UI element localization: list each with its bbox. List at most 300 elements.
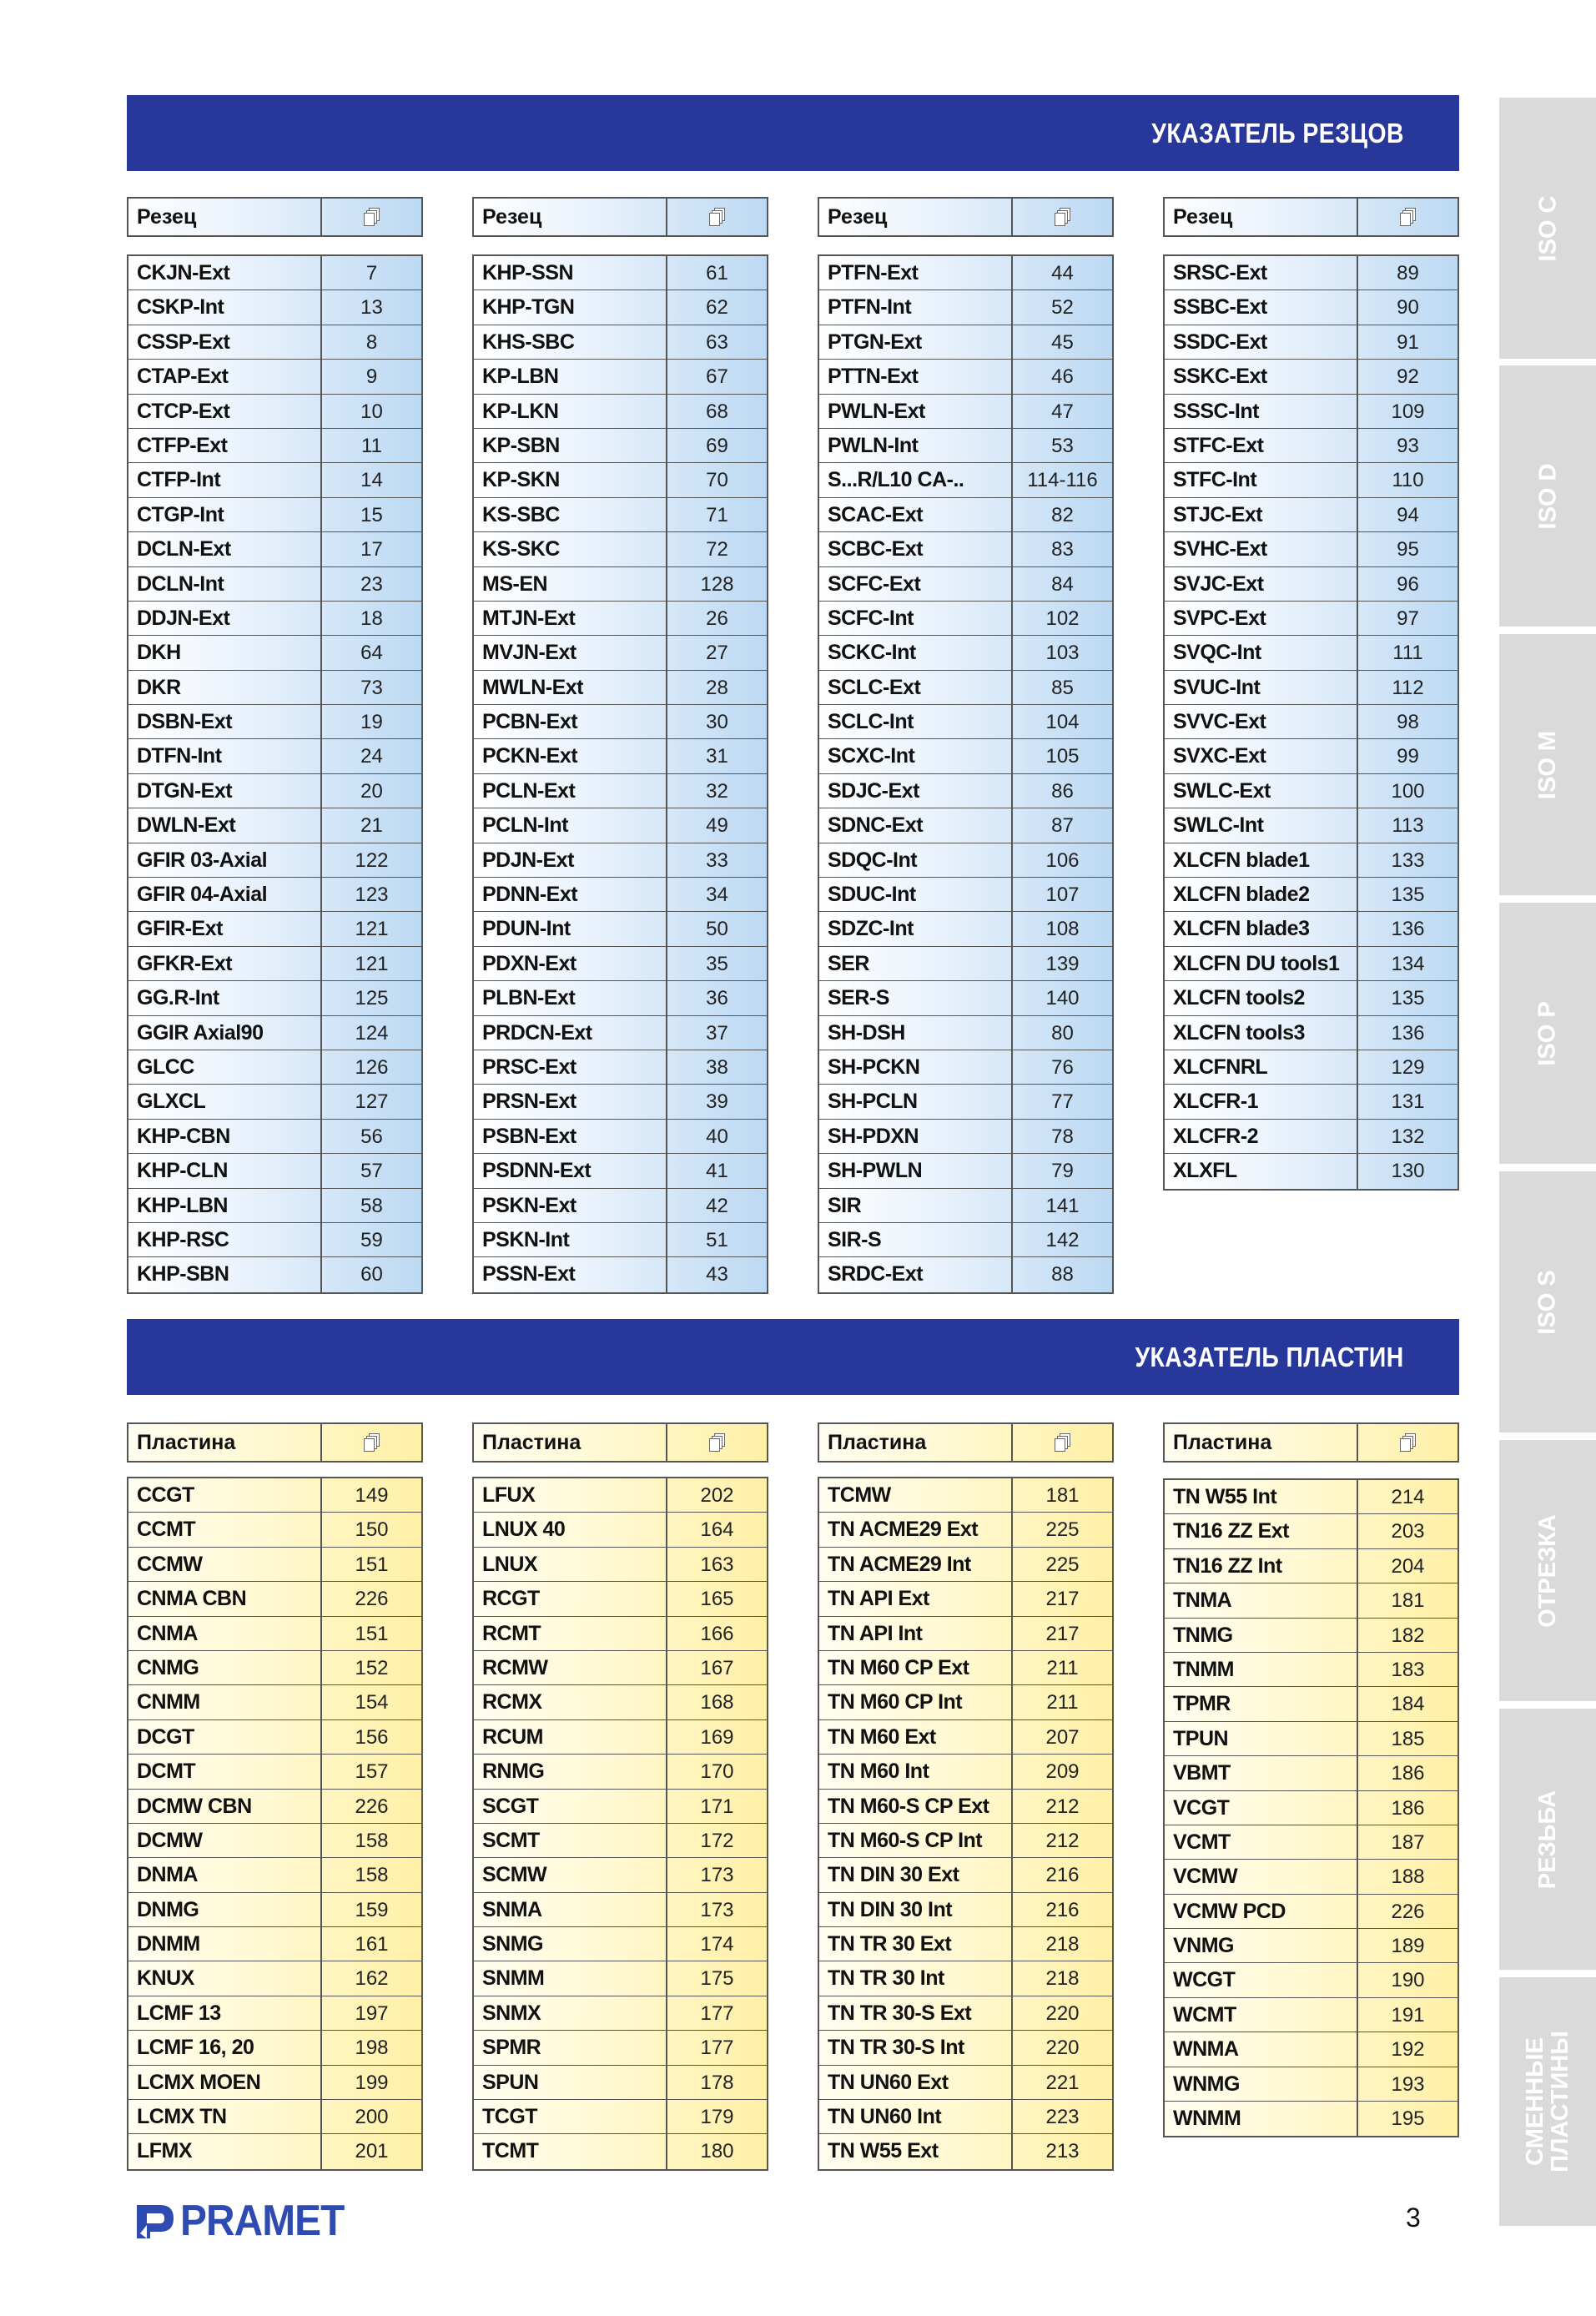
table-row [128,1858,421,1892]
page-ref: 110 [1392,469,1424,492]
table-row [128,774,421,808]
item-name: TN M60-S CP Int [819,1824,1013,1857]
item-name: GFIR 03-Axial [128,843,322,877]
page-ref: 72 [706,538,728,561]
page-ref: 47 [1051,400,1074,423]
item-name: SRSC-Ext [1165,256,1358,290]
item-name: LFMX [128,2134,322,2168]
item-name: MS-EN [474,567,667,601]
page-ref: 158 [355,1829,389,1852]
table-row [128,1548,421,1582]
inserts-section-title: УКАЗАТЕЛЬ ПЛАСТИН [1135,1342,1404,1372]
item-name: KHP-CBN [128,1120,322,1153]
table-row [474,567,767,602]
page-ref: 58 [360,1194,383,1217]
table-row [1165,912,1458,946]
table-row [474,1961,767,1996]
table-row [1165,1050,1458,1085]
page-ref: 28 [706,676,728,699]
book-pages-icon [364,1432,380,1453]
page-ref: 8 [365,330,378,354]
table-row [128,739,421,773]
page-ref: 50 [706,918,728,941]
page-ref: 15 [360,503,383,526]
table-row [128,981,421,1015]
side-tab-label: СМЕННЫЕ ПЛАСТИНЫ [1522,2031,1574,2173]
item-name: DNMG [128,1893,322,1926]
page-ref: 211 [1046,1691,1079,1714]
column-header-label: Резец [1165,199,1358,235]
page-ref: 184 [1391,1693,1425,1716]
table-row [474,912,767,946]
item-name: VCMW PCD [1165,1895,1358,1928]
item-name: DCLN-Int [128,567,322,601]
table-row [1165,2032,1458,2067]
page-ref: 131 [1391,1090,1425,1114]
table-row [1165,1085,1458,1119]
page-ref: 24 [360,745,383,768]
item-name: TN W55 Ext [819,2134,1013,2168]
item-name: SIR [819,1189,1013,1222]
page-ref-header [1358,1424,1458,1461]
table-row [819,1996,1112,2031]
page-ref-header [1013,199,1112,235]
page-ref: 164 [700,1518,734,1542]
page-ref: 200 [355,2106,389,2129]
item-name: PSKN-Int [474,1223,667,1256]
table-row [128,1651,421,1685]
item-name: CNMA [128,1617,322,1650]
table-row [128,1720,421,1755]
table-row [474,1120,767,1154]
table-row [474,1617,767,1651]
item-name: GFKR-Ext [128,947,322,980]
page-ref: 98 [1397,711,1419,734]
table-row [819,1085,1112,1119]
page-ref: 168 [700,1691,734,1714]
page-ref: 20 [360,779,383,803]
table-row [819,1016,1112,1050]
side-tab[interactable] [1499,634,1596,895]
item-name: PDJN-Ext [474,843,667,877]
table-row [1165,1860,1458,1894]
item-name: CTAP-Ext [128,360,322,393]
page-ref: 77 [1051,1090,1074,1114]
page-ref: 62 [706,296,728,320]
side-tab[interactable] [1499,1171,1596,1432]
column-header-label: Резец [819,199,1013,235]
item-name: SDUC-Int [819,878,1013,911]
page-ref: 45 [1051,330,1074,354]
table-row [128,567,421,602]
table-row [1165,981,1458,1015]
item-name: TN API Int [819,1617,1013,1650]
item-name: RCMX [474,1685,667,1719]
page-ref-header [1358,199,1458,235]
page-ref: 151 [355,1622,389,1645]
item-name: SNMA [474,1893,667,1926]
table-row [128,395,421,429]
page-ref: 128 [700,572,734,596]
page-ref: 192 [1391,2038,1425,2062]
table-row [128,1893,421,1927]
page-ref: 188 [1391,1865,1425,1889]
table-row [128,1016,421,1050]
table-row [819,843,1112,878]
item-name: SVHC-Ext [1165,532,1358,566]
side-tab[interactable] [1499,1977,1596,2226]
cutters-column-header [1163,197,1459,237]
item-name: WNMM [1165,2102,1358,2136]
table-row [1165,808,1458,843]
item-name: SH-DSH [819,1016,1013,1050]
page-ref: 13 [360,296,383,320]
item-name: PTGN-Ext [819,325,1013,359]
table-row [128,1257,421,1291]
page-ref: 154 [355,1691,389,1714]
table-row [819,498,1112,532]
page-ref: 114-116 [1027,469,1098,492]
table-row [819,429,1112,463]
page-ref: 124 [355,1021,389,1045]
item-name: KP-LBN [474,360,667,393]
table-row [819,1154,1112,1188]
column-header-label: Пластина [474,1424,667,1461]
item-name: GFIR-Ext [128,912,322,945]
page-ref: 197 [355,2001,389,2025]
cutters-column-header [127,197,423,237]
page-ref: 159 [355,1898,389,1921]
page-ref: 61 [706,262,728,284]
table-row [819,1685,1112,1719]
page-ref: 44 [1051,262,1074,284]
page-ref: 225 [1045,1518,1080,1542]
page-ref: 226 [355,1588,389,1611]
page-ref: 142 [1045,1228,1080,1251]
page-ref: 185 [1391,1727,1425,1750]
item-name: CNMM [128,1685,322,1719]
table-row [474,1755,767,1789]
page-ref: 84 [1051,572,1074,596]
page-ref: 122 [355,848,389,872]
table-row [1165,636,1458,670]
table-row [474,2134,767,2168]
side-tab-label: ISO P [1533,1000,1561,1066]
page-ref: 103 [1045,642,1080,665]
item-name: KNUX [128,1961,322,1995]
item-name: RNMG [474,1755,667,1788]
item-name: PWLN-Ext [819,395,1013,428]
table-row [474,1824,767,1858]
page-ref: 82 [1051,503,1074,526]
table-row [474,1085,767,1119]
item-name: SH-PCKN [819,1050,1013,1084]
table-row [474,1016,767,1050]
column-header-label: Пластина [128,1424,322,1461]
table-row [474,981,767,1015]
page-ref: 127 [355,1090,389,1114]
page-ref: 140 [1045,987,1080,1010]
table-row [819,290,1112,325]
page-ref: 177 [700,2001,734,2025]
page-ref: 92 [1397,365,1419,389]
item-name: KP-LKN [474,395,667,428]
item-name: SSKC-Ext [1165,360,1358,393]
item-name: DCMW [128,1824,322,1857]
item-name: PCLN-Ext [474,774,667,808]
table-row [1165,290,1458,325]
page-ref: 41 [706,1160,728,1183]
page-ref: 30 [706,711,728,734]
inserts-column-header [818,1422,1114,1463]
table-row [819,463,1112,497]
page-ref: 216 [1045,1898,1080,1921]
item-name: CNMA CBN [128,1582,322,1615]
item-name: DCMW CBN [128,1790,322,1823]
table-row [128,1154,421,1188]
page-ref: 166 [700,1622,734,1645]
page-ref: 10 [360,400,383,423]
item-name: XLCFN tools3 [1165,1016,1358,1050]
table-row [474,947,767,981]
page-ref: 86 [1051,779,1074,803]
table-row [1165,602,1458,636]
table-row [819,395,1112,429]
page-ref: 212 [1045,1829,1080,1852]
table-row [1165,1619,1458,1653]
item-name: TN API Ext [819,1582,1013,1615]
table-row [128,532,421,566]
table-row [474,636,767,670]
page-ref: 79 [1051,1160,1074,1183]
page-ref: 202 [700,1484,734,1507]
item-name: SWLC-Int [1165,808,1358,842]
item-name: CSKP-Int [128,290,322,324]
table-row [128,1927,421,1961]
table-row [1165,1687,1458,1721]
item-name: DSBN-Ext [128,705,322,738]
item-name: VNMG [1165,1929,1358,1962]
item-name: PSDNN-Ext [474,1154,667,1187]
item-name: MTJN-Ext [474,602,667,635]
item-name: TN M60-S CP Ext [819,1790,1013,1823]
side-tab-label: РЕЗЬБА [1534,1790,1562,1889]
item-name: CCMW [128,1548,322,1581]
table-row [474,774,767,808]
page-ref: 9 [365,365,378,389]
cutters-table [472,254,768,1294]
page-ref: 190 [1391,1969,1425,1992]
table-row [1165,1549,1458,1583]
page-ref: 36 [706,987,728,1010]
item-name: KHP-SSN [474,256,667,290]
item-name: PSSN-Ext [474,1257,667,1291]
page-ref: 191 [1391,2003,1425,2026]
item-name: SER [819,947,1013,980]
item-name: SSDC-Ext [1165,325,1358,359]
page-ref: 83 [1051,538,1074,561]
table-row [128,1755,421,1789]
item-name: TNMA [1165,1583,1358,1617]
item-name: DKH [128,636,322,669]
item-name: XLCFR-2 [1165,1120,1358,1153]
page-ref: 162 [355,1967,389,1991]
item-name: TN W55 Int [1165,1480,1358,1513]
table-row [819,1548,1112,1582]
item-name: CCMT [128,1513,322,1546]
side-tab[interactable] [1499,1440,1596,1701]
item-name: KS-SBC [474,498,667,531]
table-row [128,1120,421,1154]
item-name: DNMM [128,1927,322,1961]
item-name: DNMA [128,1858,322,1891]
item-name: SDNC-Ext [819,808,1013,842]
page-ref: 220 [1045,2001,1080,2025]
table-row [128,705,421,739]
item-name: KS-SKC [474,532,667,566]
item-name: PTTN-Ext [819,360,1013,393]
page-ref: 68 [706,400,728,423]
table-row [819,1755,1112,1789]
side-tab[interactable] [1499,98,1596,359]
page-ref: 151 [355,1553,389,1576]
table-row [128,2100,421,2134]
table-row [128,1189,421,1223]
table-row [819,636,1112,670]
page-ref: 70 [706,469,728,492]
page-ref: 27 [706,642,728,665]
page-ref: 100 [1391,779,1425,803]
table-row [474,1478,767,1513]
cutters-column-header [818,197,1114,237]
side-tab-label: ISO C [1534,195,1561,261]
table-row [1165,1929,1458,1963]
item-name: CTFP-Int [128,463,322,496]
page-ref: 49 [706,814,728,838]
side-tab-label: ISO S [1533,1269,1561,1335]
side-tab[interactable] [1499,1709,1596,1970]
page-ref: 63 [706,330,728,354]
item-name: PSKN-Ext [474,1189,667,1222]
page-ref: 207 [1045,1725,1080,1749]
page-ref: 17 [360,538,383,561]
column-header-label: Пластина [1165,1424,1358,1461]
page-ref: 174 [700,1933,734,1956]
page-ref: 209 [1045,1760,1080,1784]
item-name: TNMM [1165,1653,1358,1686]
table-row [1165,1653,1458,1687]
item-name: GLXCL [128,1085,322,1118]
item-name: SIR-S [819,1223,1013,1256]
item-name: PCLN-Int [474,808,667,842]
cutters-table [1163,254,1459,1191]
table-row [128,325,421,360]
side-tab[interactable] [1499,365,1596,627]
inserts-table [1163,1478,1459,2137]
page-ref: 189 [1391,1935,1425,1958]
side-tab[interactable] [1499,903,1596,1164]
page-ref: 78 [1051,1125,1074,1148]
page-ref: 11 [361,434,382,457]
table-row [1165,1998,1458,2032]
page-ref: 31 [706,745,728,768]
item-name: DTGN-Ext [128,774,322,808]
page-ref: 135 [1391,987,1425,1010]
table-row [474,290,767,325]
table-row [819,912,1112,946]
item-name: RCMW [474,1651,667,1684]
page-ref: 201 [355,2140,389,2163]
book-pages-icon [1055,207,1071,227]
page-ref-header [322,199,421,235]
table-row [474,1154,767,1188]
table-row [819,2066,1112,2100]
table-row [474,1790,767,1824]
table-row [819,1050,1112,1085]
table-row [128,636,421,670]
book-pages-icon [1400,207,1417,227]
item-name: XLCFNRL [1165,1050,1358,1084]
table-row [1165,532,1458,566]
page-ref: 53 [1051,434,1074,457]
item-name: MWLN-Ext [474,671,667,704]
item-name: XLCFR-1 [1165,1085,1358,1118]
page-ref: 169 [700,1725,734,1749]
item-name: STFC-Ext [1165,429,1358,462]
table-row [1165,325,1458,360]
book-pages-icon [1400,1432,1417,1453]
table-row [1165,2067,1458,2102]
item-name: RCUM [474,1720,667,1754]
item-name: DCLN-Ext [128,532,322,566]
page-ref: 67 [706,365,728,389]
item-name: SWLC-Ext [1165,774,1358,808]
page-ref: 112 [1392,676,1424,699]
pramet-logo [135,2197,359,2245]
page-ref: 179 [700,2106,734,2129]
item-name: TN16 ZZ Int [1165,1549,1358,1583]
page-ref: 59 [360,1228,383,1251]
item-name: GFIR 04-Axial [128,878,322,911]
table-row [1165,1514,1458,1548]
item-name: TN M60 Int [819,1755,1013,1788]
table-row [1165,1016,1458,1050]
page-ref: 35 [706,952,728,975]
table-row [474,532,767,566]
page-ref: 136 [1391,918,1425,941]
page-ref: 64 [360,642,383,665]
table-row [819,1582,1112,1616]
item-name: SCMT [474,1824,667,1857]
table-row [474,395,767,429]
table-row [1165,1583,1458,1618]
cutters-column-header [472,197,768,237]
item-name: LCMF 13 [128,1996,322,2030]
table-row [1165,739,1458,773]
item-name: SCAC-Ext [819,498,1013,531]
item-name: LCMX MOEN [128,2066,322,2099]
table-row [474,498,767,532]
table-row [819,671,1112,705]
inserts-table [127,1477,423,2171]
table-row [474,463,767,497]
item-name: KHP-CLN [128,1154,322,1187]
item-name: PDUN-Int [474,912,667,945]
table-row [1165,878,1458,912]
cutters-table [818,254,1114,1294]
cutters-table [127,254,423,1294]
item-name: SER-S [819,981,1013,1015]
